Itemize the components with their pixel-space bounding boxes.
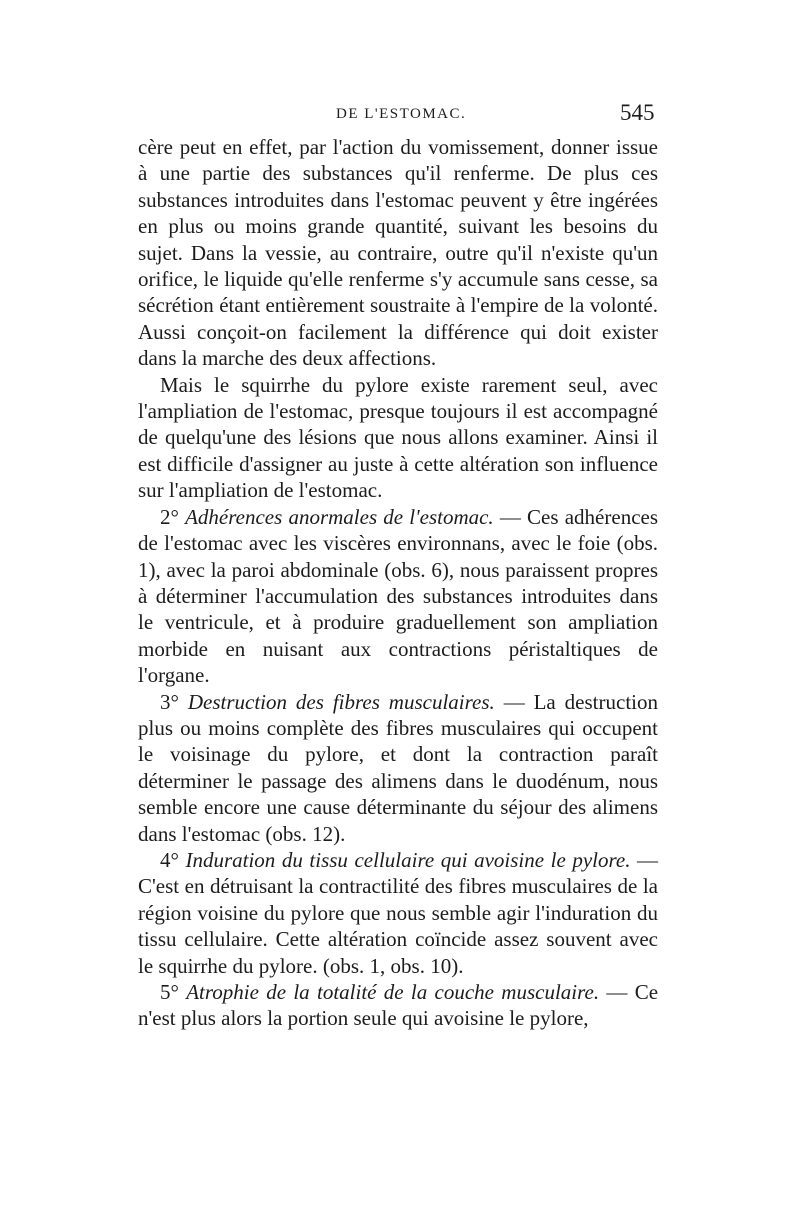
item-number: 2° [160, 504, 179, 529]
item-number: 4° [160, 847, 179, 872]
running-title: DE L'ESTOMAC. [336, 106, 467, 122]
page-number: 545 [620, 100, 655, 125]
item-number: 5° [160, 980, 179, 1004]
item-title: Destruction des fibres musculaires. [187, 689, 495, 714]
item-title: Atrophie de la totalité de la couche musculaire. [186, 980, 600, 1004]
body-text [138, 134, 658, 1032]
numbered-item [138, 979, 658, 1032]
item-text: — Ce n'est plus alors la portion seule qui avoisine le pylore, [138, 980, 659, 1031]
paragraph: Mais le squirrhe du pylore existe rarement seul, avec l'ampliation de l'estomac, presque toujours il est accompagné de quelqu'une des lésions que nous allons examiner. Ainsi il est difficile d'assigner au juste à cette altération son influence sur l'ampliation de l'estomac. [138, 372, 658, 503]
item-title: Adhérences anormales de l'estomac. [185, 504, 494, 529]
item-title: Induration du tissu cellulaire qui avoisine le pylore. [185, 847, 631, 872]
numbered-item [138, 504, 658, 689]
numbered-item [138, 847, 658, 979]
item-text: — C'est en détruisant la contractilité des fibres musculaires de la région voisine du pylore que nous semble agir l'induration du tissu cellulaire. Cette altération coïncide assez souvent avec le squirrhe du pylore. (obs. 1, obs. 10). [138, 847, 659, 978]
item-text: — La destruction plus ou moins complète des fibres musculaires qui occupent le voisinage du pylore, et dont la contraction paraît déterminer le passage des alimens dans le duodénum, nous semble encore une cause déterminante du séjour des alimens dans l'estomac (obs. 12). [138, 689, 658, 846]
numbered-item [138, 689, 658, 847]
paragraph: cère peut en effet, par l'action du vomissement, donner issue à une partie des substances qu'il renferme. De plus ces substances introduites dans l'estomac peuvent y être ingérées en plus ou moins grande quantité, suivant les besoins du sujet. Dans la vessie, au contraire, outre qu'il n'existe qu'un orifice, le liquide qu'elle renferme s'y accumule sans cesse, sa sécrétion étant entièrement soustraite à l'empire de la volonté. Aussi conçoit-on facilement la différence qui doit exister dans la marche des deux affections. [138, 135, 658, 371]
page-header [0, 100, 800, 130]
item-text: — Ces adhérences de l'estomac avec les viscères environnans, avec le foie (obs. 1), avec la paroi abdominale (obs. 6), nous paraissent propres à déterminer l'accumulation des substances introduites dans le ventricule, et à produire graduellement son ampliation morbide en nuisant aux contractions péristaltiques de l'organe. [138, 504, 659, 688]
item-number: 3° [160, 689, 179, 714]
